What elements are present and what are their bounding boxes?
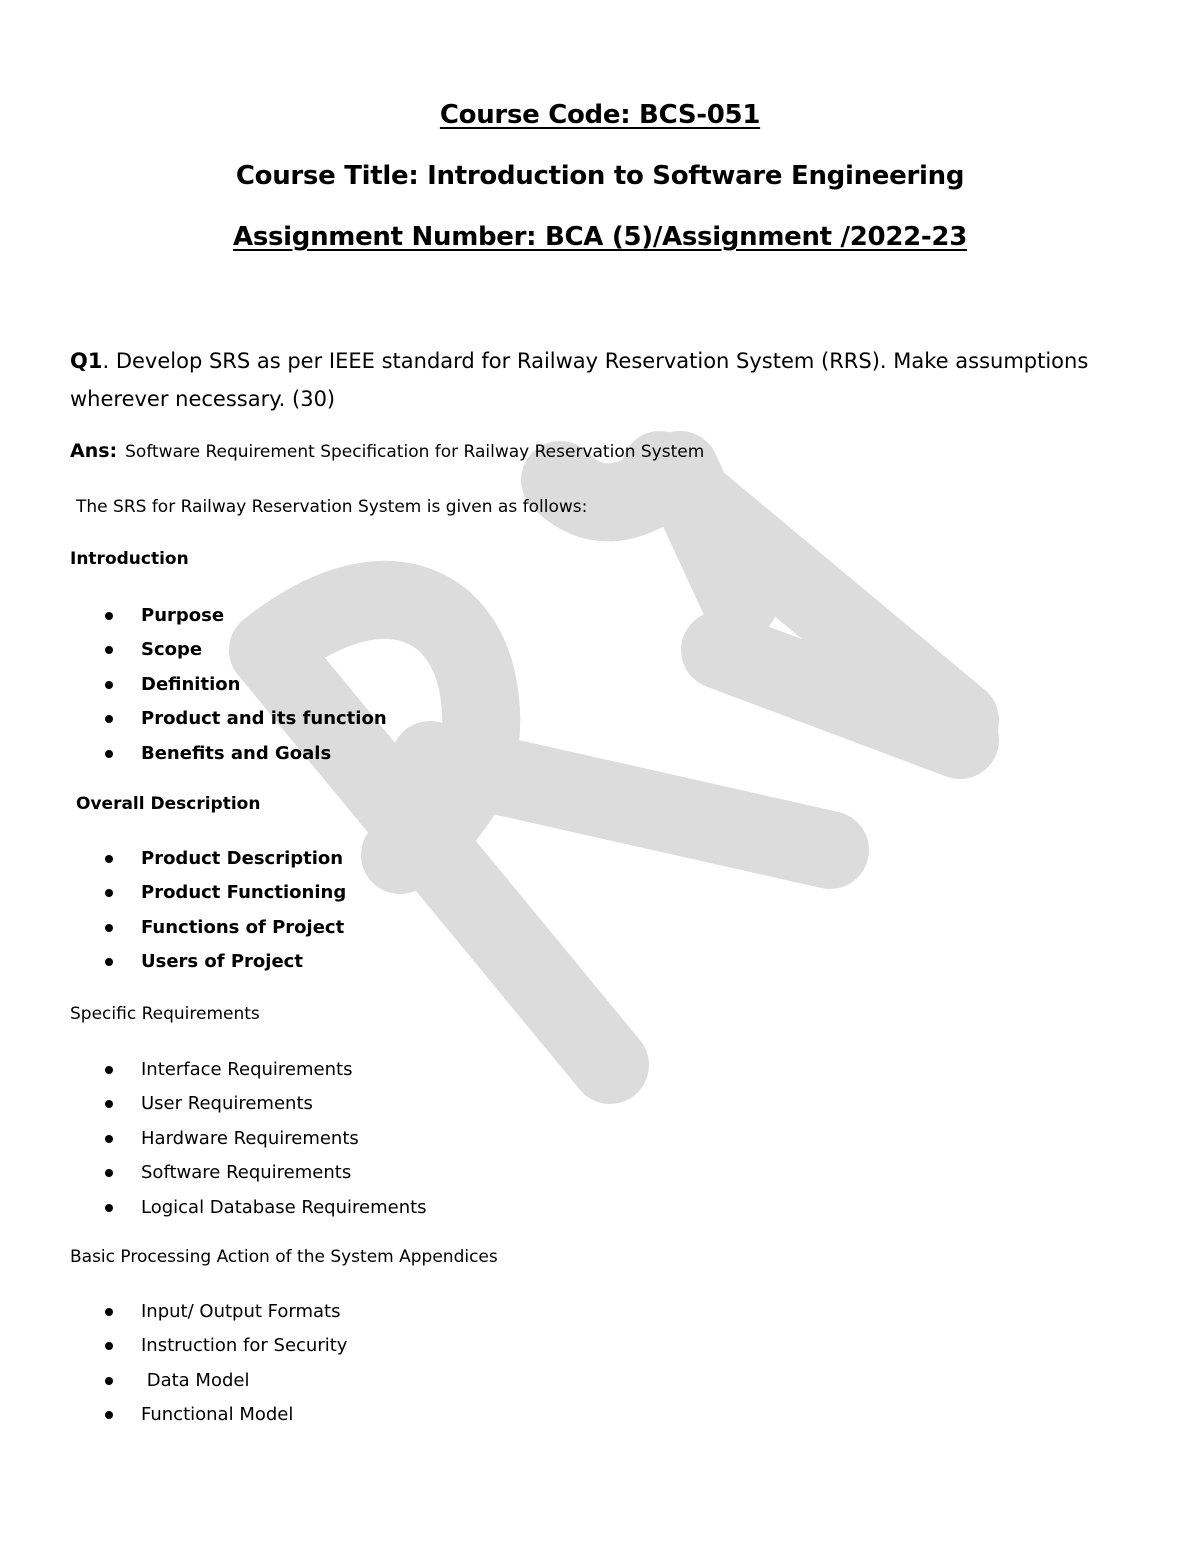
list-item: Benefits and Goals xyxy=(0,740,387,774)
list-item: Users of Project xyxy=(0,948,346,982)
bullet-icon xyxy=(105,958,113,966)
bullet-icon xyxy=(105,612,113,620)
list-item: Logical Database Requirements xyxy=(0,1194,427,1228)
bullet-icon xyxy=(105,1204,113,1212)
list-item: Functions of Project xyxy=(0,914,346,948)
bullet-icon xyxy=(105,855,113,863)
assignment-number-heading: Assignment Number: BCA (5)/Assignment /2022-23 xyxy=(233,222,967,252)
bullet-icon xyxy=(105,1169,113,1177)
list-item: Instruction for Security xyxy=(0,1332,347,1366)
section-title-introduction: Introduction xyxy=(70,549,189,569)
bullet-icon xyxy=(105,1308,113,1316)
list-item: Product Functioning xyxy=(0,879,346,913)
answer-label: Ans: xyxy=(70,440,118,462)
bullet-icon xyxy=(105,1342,113,1350)
list-item: Hardware Requirements xyxy=(0,1125,427,1159)
list-item: Input/ Output Formats xyxy=(0,1298,347,1332)
course-code-heading: Course Code: BCS-051 xyxy=(439,100,761,130)
bullet-icon xyxy=(105,1100,113,1108)
question-1 xyxy=(70,342,1150,418)
list-item: User Requirements xyxy=(0,1090,427,1124)
bullet-icon xyxy=(105,1377,113,1385)
bullet-icon xyxy=(105,715,113,723)
basic-processing-list xyxy=(0,1298,347,1436)
bullet-icon xyxy=(105,1135,113,1143)
bullet-icon xyxy=(105,750,113,758)
bullet-icon xyxy=(105,681,113,689)
list-item: Scope xyxy=(0,636,387,670)
bullet-icon xyxy=(105,889,113,897)
list-item: Product Description xyxy=(0,845,346,879)
list-item: Purpose xyxy=(0,602,387,636)
course-title-heading: Course Title: Introduction to Software Engineering xyxy=(235,161,965,191)
question-text: . Develop SRS as per IEEE standard for Railway Reservation System (RRS). Make assumptions wherever necessary. (30) xyxy=(70,349,1089,411)
question-label: Q1 xyxy=(70,349,103,373)
list-item: Definition xyxy=(0,671,387,705)
section-title-specific-requirements: Specific Requirements xyxy=(70,1004,260,1024)
section-title-overall-description: Overall Description xyxy=(76,794,261,814)
bullet-icon xyxy=(105,1411,113,1419)
bullet-icon xyxy=(105,646,113,654)
answer-line xyxy=(70,440,704,462)
introduction-list xyxy=(0,602,387,774)
overall-description-list xyxy=(0,845,346,983)
list-item: Data Model xyxy=(0,1367,347,1401)
answer-text: Software Requirement Specification for Railway Reservation System xyxy=(125,442,705,462)
section-title-basic-processing: Basic Processing Action of the System Appendices xyxy=(70,1247,498,1267)
list-item: Product and its function xyxy=(0,705,387,739)
bullet-icon xyxy=(105,924,113,932)
answer-intro: The SRS for Railway Reservation System is given as follows: xyxy=(76,497,588,517)
list-item: Functional Model xyxy=(0,1401,347,1435)
bullet-icon xyxy=(105,1066,113,1074)
list-item: Software Requirements xyxy=(0,1159,427,1193)
list-item: Interface Requirements xyxy=(0,1056,427,1090)
specific-requirements-list xyxy=(0,1056,427,1228)
